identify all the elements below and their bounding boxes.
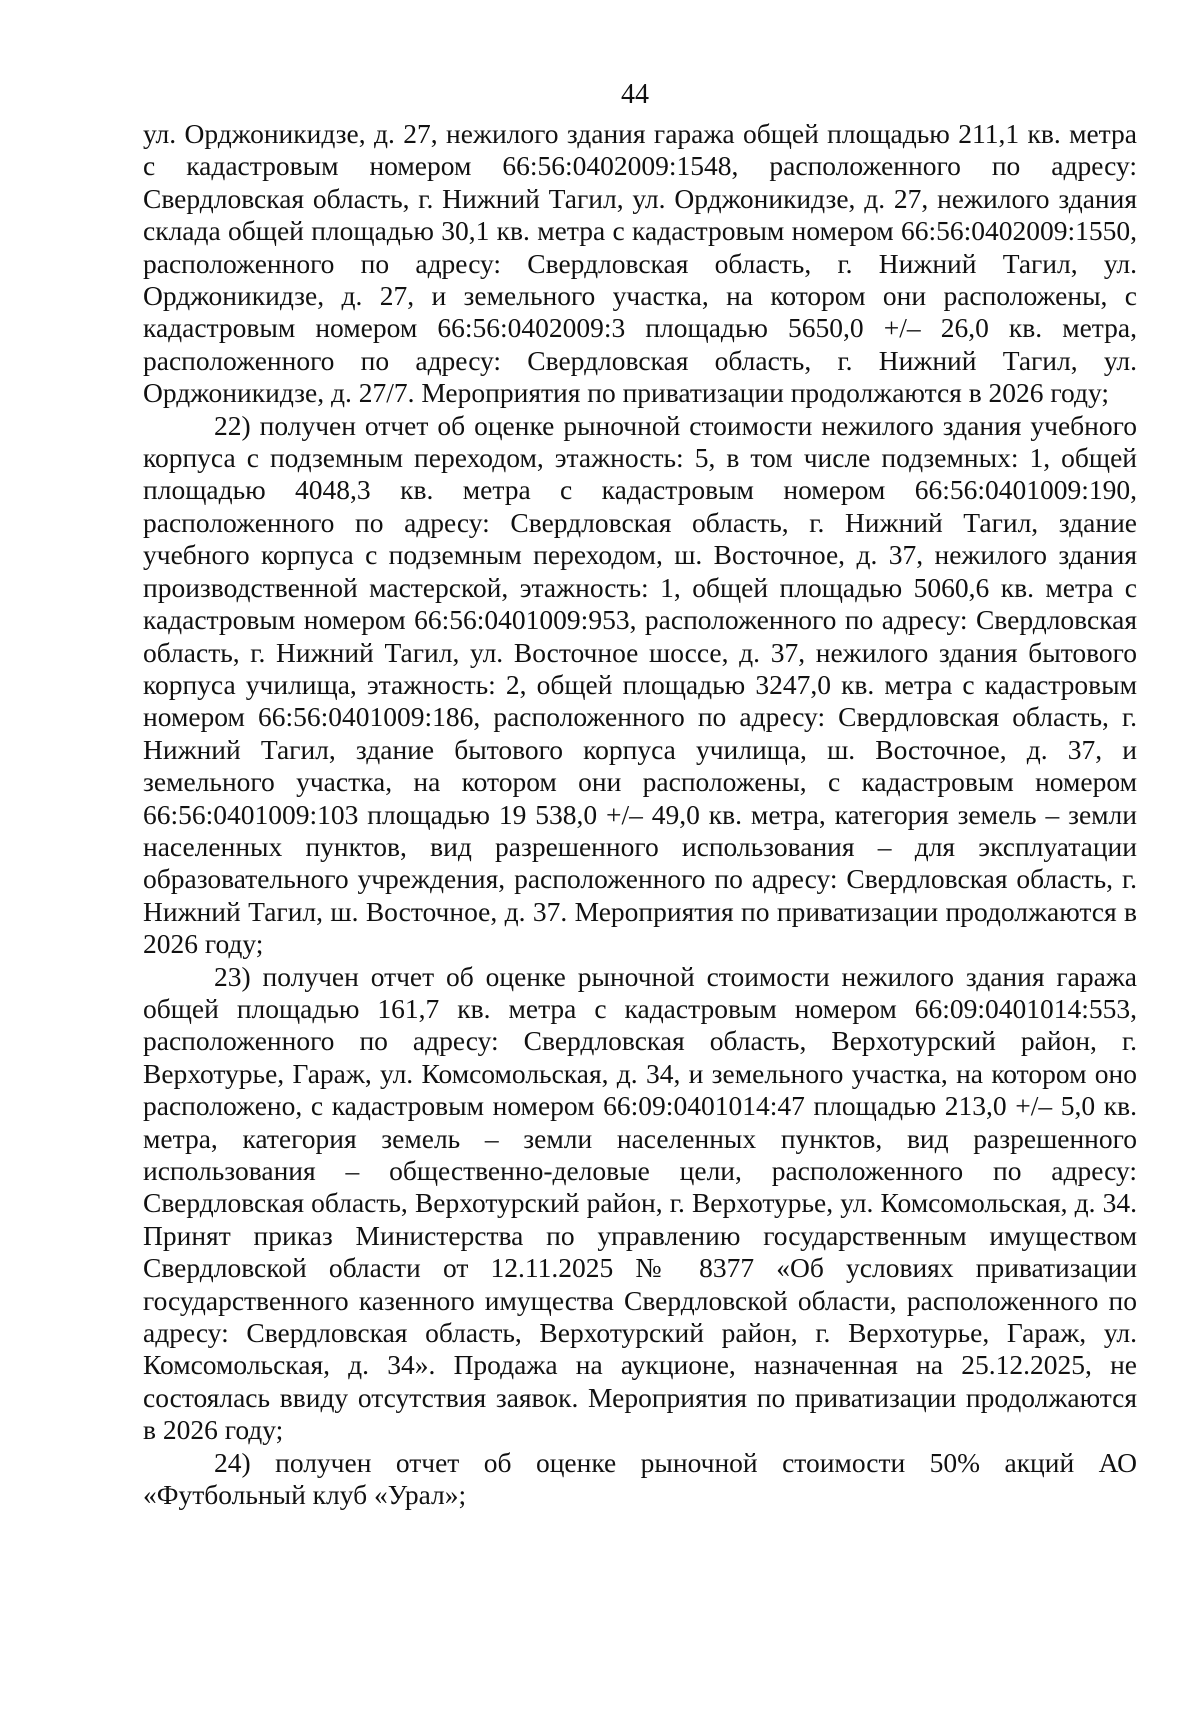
paragraph-24: 24) получен отчет об оценке рыночной стоимости 50% акций АО «Футбольный клуб «Урал»;	[143, 1446, 1137, 1511]
paragraph-22: 22) получен отчет об оценке рыночной стоимости нежилого здания учебного корпуса с подземным переходом, этажность: 5, в том числе подземных: 1, общей площадью 4048,3 кв. метра с кадастровым номером 66:56:0401009:190, расположенного по адресу: Свердловская область, г. Нижний Тагил, здание учебного корпуса с подземным переходом, ш. Восточное, д. 37, нежилого здания производственной мастерской, этажность: 1, общей площадью 5060,6 кв. метра с кадастровым номером 66:56:0401009:953, расположенного по адресу: Свердловская область, г. Нижний Тагил, ул. Восточное шоссе, д. 37, нежилого здания бытового корпуса училища, этажность: 2, общей площадью 3247,0 кв. метра с кадастровым номером 66:56:0401009:186, расположенного по адресу: Свердловская область, г. Нижний Тагил, здание бытового корпуса училища, ш. Восточное, д. 37, и земельного участка, на котором они расположены, с кадастровым номером 66:56:0401009:103 площадью 19 538,0 +/– 49,0 кв. метра, категория земель – земли населенных пунктов, вид разрешенного использования – для эксплуатации образовательного учреждения, расположенного по адресу: Свердловская область, г. Нижний Тагил, ш. Восточное, д. 37. Мероприятия по приватизации продолжаются в 2026 году;	[143, 409, 1137, 960]
document-body	[143, 118, 1137, 1511]
page-number: 44	[621, 79, 649, 110]
paragraph-21-continued: ул. Орджоникидзе, д. 27, нежилого здания гаража общей площадью 211,1 кв. метра с кадастровым номером 66:56:0402009:1548, расположенного по адресу: Свердловская область, г. Нижний Тагил, ул. Орджоникидзе, д. 27, нежилого здания склада общей площадью 30,1 кв. метра с кадастровым номером 66:56:0402009:1550, расположенного по адресу: Свердловская область, г. Нижний Тагил, ул. Орджоникидзе, д. 27, и земельного участка, на котором они расположены, с кадастровым номером 66:56:0402009:3 площадью 5650,0 +/– 26,0 кв. метра, расположенного по адресу: Свердловская область, г. Нижний Тагил, ул. Орджоникидзе, д. 27/7. Мероприятия по приватизации продолжаются в 2026 году;	[143, 118, 1137, 409]
paragraph-23: 23) получен отчет об оценке рыночной стоимости нежилого здания гаража общей площадью 161,7 кв. метра с кадастровым номером 66:09:0401014:553, расположенного по адресу: Свердловская область, Верхотурский район, г. Верхотурье, Гараж, ул. Комсомольская, д. 34, и земельного участка, на котором оно расположено, с кадастровым номером 66:09:0401014:47 площадью 213,0 +/– 5,0 кв. метра, категория земель – земли населенных пунктов, вид разрешенного использования – общественно-деловые цели, расположенного по адресу: Свердловская область, Верхотурский район, г. Верхотурье, ул. Комсомольская, д. 34. Принят приказ Министерства по управлению государственным имуществом Свердловской области от 12.11.2025 № 8377 «Об условиях приватизации государственного казенного имущества Свердловской области, расположенного по адресу: Свердловская область, Верхотурский район, г. Верхотурье, Гараж, ул. Комсомольская, д. 34». Продажа на аукционе, назначенная на 25.12.2025, не состоялась ввиду отсутствия заявок. Мероприятия по приватизации продолжаются в 2026 году;	[143, 960, 1137, 1446]
